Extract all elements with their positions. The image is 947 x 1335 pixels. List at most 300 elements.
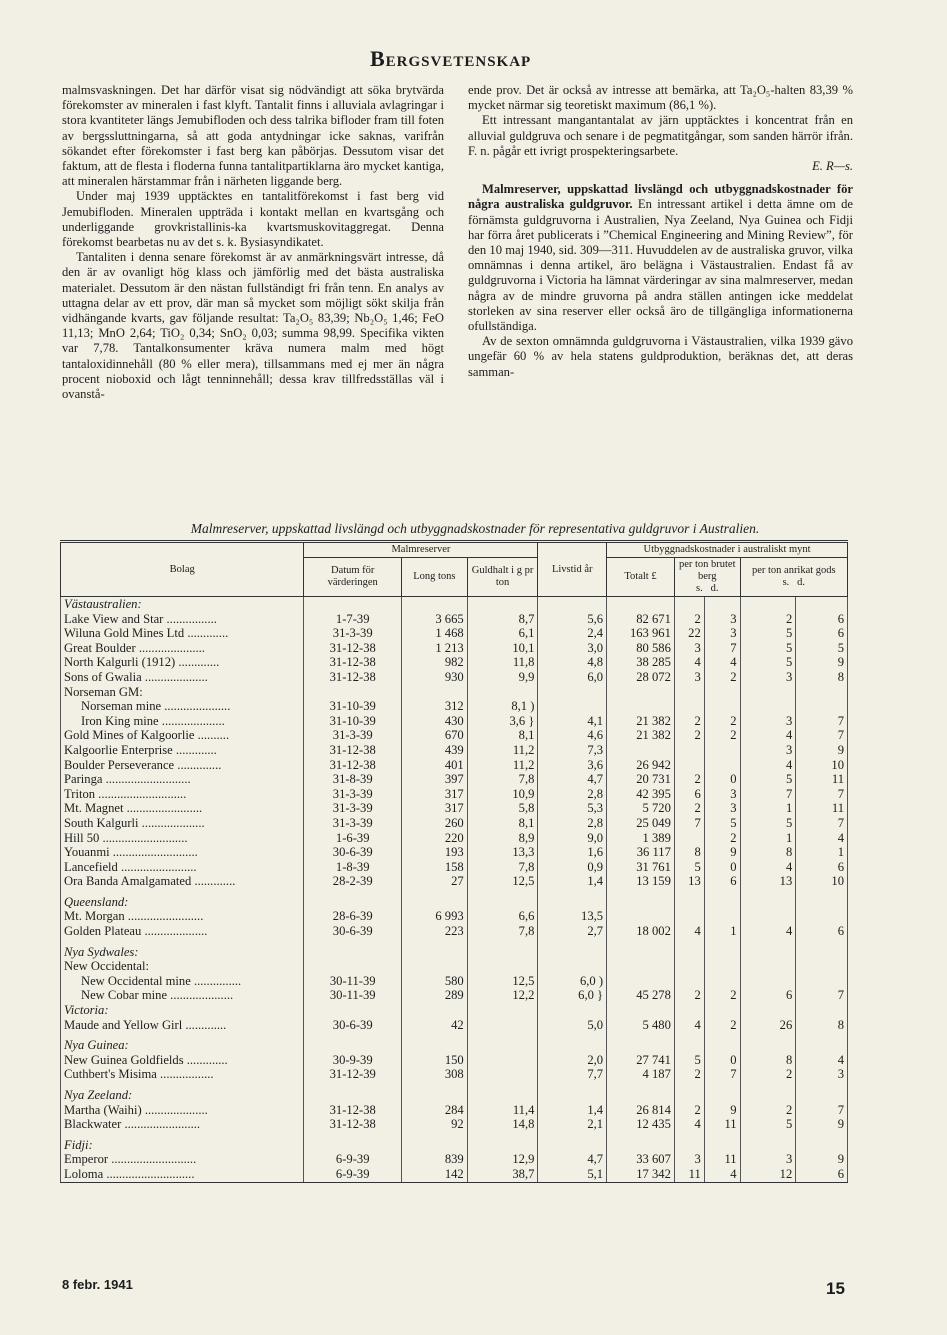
- cell-as: [740, 959, 796, 974]
- right-column: [468, 83, 853, 380]
- cell-ad: 6: [796, 612, 848, 627]
- cell-ad: [796, 1038, 848, 1053]
- table-row: [61, 1167, 848, 1182]
- cell-bd: 2: [704, 670, 740, 685]
- cell-tons: 193: [402, 845, 468, 860]
- cell-life: 3,0: [538, 641, 607, 656]
- cell-life: 0,9: [538, 860, 607, 875]
- cell-bs: 5: [674, 860, 704, 875]
- cell-bd: [704, 945, 740, 960]
- header-malmreserver: Malmreserver: [304, 542, 538, 558]
- cell-grade: 12,5: [467, 974, 538, 989]
- cell-ad: 11: [796, 772, 848, 787]
- cell-bs: 4: [674, 924, 704, 939]
- cell-date: 30-11-39: [304, 988, 402, 1003]
- cell-bd: [704, 597, 740, 612]
- left-paragraph-3: Tantaliten i denna senare förekomst är av anmärkningsvärt intresse, då den är av ovanligt hög klass och jämförlig med det bästa australiska materialet. Dessutom är den nästan fullständigt fri från tenn. En analys av uttagna delar av ett prov, där man så mycket som möjligt sökt skilja från vidhängande kvarts, gav följande resultat: Ta₂O₅ 83,39; Nb₂O₅ 1,46; FeO 11,13; MnO 2,64; TiO₂ 0,34; SnO₂ 0,03; summa 98,99. Specifika vikten var 7,78. Tantalkonsumenter kräva numera malm med högt tantaloxidinnehåll (80 % eller mera), tillsammans med ej mer än några procent nioboxid och lågt tenninnehåll; dessa krav tillfredsställas väl i ovanstå-: [62, 250, 444, 402]
- cell-date: 30-11-39: [304, 974, 402, 989]
- cell-bd: 5: [704, 816, 740, 831]
- cell-ad: 10: [796, 874, 848, 889]
- cell-grade: 11,8: [467, 655, 538, 670]
- cell-bs: 2: [674, 801, 704, 816]
- cell-grade: 12,5: [467, 874, 538, 889]
- table-row: [61, 974, 848, 989]
- cell-bd: 3: [704, 801, 740, 816]
- cell-ad: [796, 597, 848, 612]
- cell-tons: 312: [402, 699, 468, 714]
- cell-ad: [796, 945, 848, 960]
- cell-date: 1-7-39: [304, 612, 402, 627]
- cell-date: [304, 685, 402, 700]
- table-row: [61, 988, 848, 1003]
- cell-as: 4: [740, 758, 796, 773]
- cell-life: 5,1: [538, 1167, 607, 1182]
- cell-bolag: Norseman GM:: [61, 685, 304, 700]
- cell-tons: [402, 1038, 468, 1053]
- cell-ad: [796, 1138, 848, 1153]
- cell-tons: 317: [402, 787, 468, 802]
- cell-bs: [674, 743, 704, 758]
- cell-date: [304, 1138, 402, 1153]
- cell-life: 2,0: [538, 1053, 607, 1068]
- cell-total: [607, 1088, 675, 1103]
- cell-as: [740, 895, 796, 910]
- table-row: [61, 1038, 848, 1053]
- cell-date: [304, 1003, 402, 1018]
- table-row: [61, 1067, 848, 1082]
- page-number: 15: [826, 1279, 845, 1298]
- cell-date: 30-6-39: [304, 1018, 402, 1033]
- cell-bd: [704, 959, 740, 974]
- table-row: [61, 728, 848, 743]
- cell-bs: 5: [674, 1053, 704, 1068]
- cell-bolag: Triton ............................: [61, 787, 304, 802]
- cell-life: 2,7: [538, 924, 607, 939]
- table-row: [61, 758, 848, 773]
- article-text-1: En intressant artikel i detta ämne om de förnämsta guldgruvorna i Australien, Nya Zeeland, Nya Guinea och Fidji har förra året publicerats i ”Chemical Engineering and Mining Review”, för den 10 maj 1940, sid. 309—311. Huvuddelen av de australiska gruvor, vilka omnämnas i denna artikel, äro belägna i Västaustralien. Endast få av guldgruvorna i Victoria ha lämnat värderingar av sina malmreserver, medan några av de mindre gruvorna på andra ställen antingen icke meddelat storleken av sina reserver eller också äro de tillgängliga informationerna ofullständiga.: [468, 197, 854, 334]
- cell-ad: 6: [796, 626, 848, 641]
- cell-as: 4: [740, 860, 796, 875]
- cell-life: 5,3: [538, 801, 607, 816]
- cell-bolag: Ora Banda Amalgamated .............: [61, 874, 304, 889]
- cell-bs: 2: [674, 988, 704, 1003]
- cell-total: 1 389: [607, 831, 675, 846]
- cell-ad: [796, 699, 848, 714]
- cell-life: [538, 685, 607, 700]
- cell-ad: 9: [796, 655, 848, 670]
- cell-date: 31-12-38: [304, 758, 402, 773]
- cell-grade: 8,7: [467, 612, 538, 627]
- cell-life: [538, 1088, 607, 1103]
- cell-date: 31-3-39: [304, 801, 402, 816]
- cell-tons: 92: [402, 1117, 468, 1132]
- cell-date: 31-3-39: [304, 816, 402, 831]
- cell-date: 31-12-38: [304, 670, 402, 685]
- cell-bolag: Great Boulder .....................: [61, 641, 304, 656]
- cell-as: 2: [740, 1067, 796, 1082]
- table-row: [61, 670, 848, 685]
- table-row: [61, 874, 848, 889]
- cell-bolag: Golden Plateau ....................: [61, 924, 304, 939]
- cell-as: [740, 909, 796, 924]
- cell-life: 4,8: [538, 655, 607, 670]
- cell-bd: 11: [704, 1152, 740, 1167]
- cell-ad: 7: [796, 816, 848, 831]
- table-row: [61, 801, 848, 816]
- cell-life: 4,7: [538, 1152, 607, 1167]
- cell-grade: [467, 1053, 538, 1068]
- cell-grade: [467, 1067, 538, 1082]
- cell-total: [607, 895, 675, 910]
- cell-ad: 7: [796, 1103, 848, 1118]
- cell-tons: 284: [402, 1103, 468, 1118]
- cell-life: 5,0: [538, 1018, 607, 1033]
- cell-bd: 6: [704, 874, 740, 889]
- cell-total: [607, 699, 675, 714]
- cell-life: 4,6: [538, 728, 607, 743]
- cell-ad: 6: [796, 1167, 848, 1182]
- cell-grade: 38,7: [467, 1167, 538, 1182]
- cell-life: 6,0 }: [538, 988, 607, 1003]
- cell-as: 1: [740, 801, 796, 816]
- cell-date: 31-12-38: [304, 1117, 402, 1132]
- cell-bs: [674, 758, 704, 773]
- cell-bd: [704, 895, 740, 910]
- cell-grade: 10,1: [467, 641, 538, 656]
- cell-bs: [674, 974, 704, 989]
- cell-bs: 7: [674, 816, 704, 831]
- cell-tons: [402, 685, 468, 700]
- cell-total: 82 671: [607, 612, 675, 627]
- cell-life: 6,0 ): [538, 974, 607, 989]
- cell-as: 3: [740, 670, 796, 685]
- cell-ad: 11: [796, 801, 848, 816]
- cell-ad: 7: [796, 787, 848, 802]
- cell-total: 28 072: [607, 670, 675, 685]
- cell-tons: 223: [402, 924, 468, 939]
- cell-ad: 4: [796, 1053, 848, 1068]
- cell-grade: [467, 1138, 538, 1153]
- cell-total: 21 382: [607, 728, 675, 743]
- cell-grade: [467, 895, 538, 910]
- cell-bolag: Paringa ...........................: [61, 772, 304, 787]
- cell-ad: [796, 909, 848, 924]
- cell-ad: 9: [796, 1117, 848, 1132]
- cell-life: [538, 1038, 607, 1053]
- cell-bd: [704, 758, 740, 773]
- cell-tons: [402, 945, 468, 960]
- cell-grade: 6,1: [467, 626, 538, 641]
- cell-grade: 8,1 ): [467, 699, 538, 714]
- cell-life: 6,0: [538, 670, 607, 685]
- cell-as: 5: [740, 641, 796, 656]
- cell-tons: 982: [402, 655, 468, 670]
- header-brutet-s: s.: [696, 583, 703, 594]
- cell-bd: [704, 909, 740, 924]
- cell-tons: 3 665: [402, 612, 468, 627]
- cell-total: 25 049: [607, 816, 675, 831]
- cell-bd: [704, 1088, 740, 1103]
- cell-bolag: Queensland:: [61, 895, 304, 910]
- cell-bd: 3: [704, 626, 740, 641]
- header-long-tons: Long tons: [402, 558, 468, 597]
- cell-tons: 260: [402, 816, 468, 831]
- cell-bd: 2: [704, 728, 740, 743]
- cell-bd: 3: [704, 612, 740, 627]
- cell-date: [304, 597, 402, 612]
- cell-bd: [704, 1138, 740, 1153]
- cell-ad: 3: [796, 1067, 848, 1082]
- header-anrikat-s: s.: [782, 577, 790, 588]
- cell-total: 17 342: [607, 1167, 675, 1182]
- cell-date: 31-3-39: [304, 728, 402, 743]
- cell-grade: [467, 1038, 538, 1053]
- cell-bd: 4: [704, 1167, 740, 1182]
- cell-life: 5,6: [538, 612, 607, 627]
- cell-tons: 1 213: [402, 641, 468, 656]
- cell-bd: 4: [704, 655, 740, 670]
- cell-life: 2,4: [538, 626, 607, 641]
- cell-as: [740, 597, 796, 612]
- cell-as: 4: [740, 924, 796, 939]
- cell-tons: 670: [402, 728, 468, 743]
- cell-grade: [467, 597, 538, 612]
- cell-grade: 12,9: [467, 1152, 538, 1167]
- cell-total: 80 586: [607, 641, 675, 656]
- cell-as: 7: [740, 787, 796, 802]
- cell-tons: [402, 1088, 468, 1103]
- cell-as: [740, 945, 796, 960]
- cell-bolag: South Kalgurli ....................: [61, 816, 304, 831]
- cell-tons: 1 468: [402, 626, 468, 641]
- cell-grade: 8,1: [467, 816, 538, 831]
- cell-ad: 9: [796, 1152, 848, 1167]
- cell-tons: 158: [402, 860, 468, 875]
- table-row: [61, 831, 848, 846]
- cell-bs: 13: [674, 874, 704, 889]
- cell-as: [740, 1003, 796, 1018]
- table-row: [61, 1053, 848, 1068]
- cell-ad: [796, 1003, 848, 1018]
- cell-total: 5 720: [607, 801, 675, 816]
- cell-bolag: Wiluna Gold Mines Ltd .............: [61, 626, 304, 641]
- cell-bs: [674, 909, 704, 924]
- cell-as: 5: [740, 1117, 796, 1132]
- cell-grade: 5,8: [467, 801, 538, 816]
- cell-bolag: Lake View and Star ................: [61, 612, 304, 627]
- cell-bd: 7: [704, 641, 740, 656]
- cell-bs: 4: [674, 655, 704, 670]
- cell-total: 13 159: [607, 874, 675, 889]
- cell-bs: [674, 895, 704, 910]
- cell-bs: [674, 685, 704, 700]
- cell-tons: 580: [402, 974, 468, 989]
- left-paragraph-1: malmsvaskningen. Det har därför visat sig nödvändigt att söka brytvärda förekomster av mineralen i fast klyft. Tantalit finns i alluviala avlagringar i stora kvantiteter längs Jemubifloden och dess talrika bifloder fram till foten av bergssluttningarna, så att goda antydningar icke saknas, varifrån sökandet efter förekomster i fast berg kan påbörjas. Dessutom visar det faktum, att de flesta i floderna funna tantalitpartiklarna äro mycket kantiga, att mineralen härstammar från i närheten liggande berg.: [62, 83, 444, 189]
- cell-bolag: Nya Sydwales:: [61, 945, 304, 960]
- cell-bd: 2: [704, 831, 740, 846]
- cell-life: [538, 1003, 607, 1018]
- table-row: [61, 1088, 848, 1103]
- cell-as: 1: [740, 831, 796, 846]
- cell-bs: [674, 1038, 704, 1053]
- cell-bd: 2: [704, 1018, 740, 1033]
- cell-tons: 439: [402, 743, 468, 758]
- header-brutet-d: d.: [710, 583, 719, 594]
- cell-bs: 22: [674, 626, 704, 641]
- table-row: [61, 959, 848, 974]
- cell-bd: [704, 1038, 740, 1053]
- cell-date: 31-12-38: [304, 655, 402, 670]
- cell-grade: [467, 959, 538, 974]
- header-datum: Datum för värderingen: [304, 558, 402, 597]
- header-per-ton-brutet-label: per ton brutet berg: [678, 559, 736, 582]
- cell-bs: [674, 831, 704, 846]
- cell-date: 31-12-38: [304, 641, 402, 656]
- table-body: [61, 597, 848, 1183]
- cell-bd: [704, 699, 740, 714]
- footer-date: 8 febr. 1941: [62, 1277, 133, 1292]
- cell-grade: 8,1: [467, 728, 538, 743]
- table-row: [61, 641, 848, 656]
- cell-grade: 9,9: [467, 670, 538, 685]
- cell-bolag: Cuthbert's Misima .................: [61, 1067, 304, 1082]
- cell-total: [607, 945, 675, 960]
- article-paragraph-1: [468, 182, 853, 334]
- cell-bolag: Loloma ............................: [61, 1167, 304, 1182]
- table-row: [61, 1018, 848, 1033]
- cell-total: 20 731: [607, 772, 675, 787]
- header-utbyggnad: Utbyggnadskostnader i australiskt mynt: [607, 542, 848, 558]
- cell-tons: 142: [402, 1167, 468, 1182]
- cell-bd: 0: [704, 1053, 740, 1068]
- cell-ad: 5: [796, 641, 848, 656]
- left-paragraph-2: Under maj 1939 upptäcktes en tantalitförekomst i fast berg vid Jemubifloden. Mineralen uppträda i kontakt mellan en kvartsgång och underliggande grovkristallinis-ka kvartsmuskovitaggregat. Denna förekomst bearbetas nu av det s. k. Bysiasyndikatet.: [62, 189, 444, 250]
- cell-life: 2,1: [538, 1117, 607, 1132]
- cell-bolag: New Cobar mine ....................: [61, 988, 304, 1003]
- cell-ad: 7: [796, 714, 848, 729]
- cell-total: 27 741: [607, 1053, 675, 1068]
- header-per-ton-brutet: [674, 558, 740, 597]
- cell-date: 30-9-39: [304, 1053, 402, 1068]
- cell-tons: 42: [402, 1018, 468, 1033]
- table-row: [61, 860, 848, 875]
- cell-tons: 839: [402, 1152, 468, 1167]
- cell-ad: [796, 959, 848, 974]
- cell-grade: 6,6: [467, 909, 538, 924]
- cell-grade: [467, 1018, 538, 1033]
- cell-total: 4 187: [607, 1067, 675, 1082]
- cell-bd: 9: [704, 845, 740, 860]
- cell-bd: 2: [704, 988, 740, 1003]
- header-livstid: Livstid år: [538, 542, 607, 597]
- cell-bd: 0: [704, 860, 740, 875]
- cell-date: 30-6-39: [304, 924, 402, 939]
- table-row: [61, 845, 848, 860]
- cell-bolag: Iron King mine ....................: [61, 714, 304, 729]
- cell-grade: 11,4: [467, 1103, 538, 1118]
- cell-life: 7,7: [538, 1067, 607, 1082]
- cell-total: 18 002: [607, 924, 675, 939]
- table-row: [61, 1117, 848, 1132]
- cell-as: 5: [740, 626, 796, 641]
- header-per-ton-anrikat: [740, 558, 847, 597]
- cell-ad: 6: [796, 860, 848, 875]
- cell-tons: 430: [402, 714, 468, 729]
- cell-life: 1,6: [538, 845, 607, 860]
- cell-tons: [402, 597, 468, 612]
- cell-total: [607, 974, 675, 989]
- cell-as: [740, 1088, 796, 1103]
- cell-bolag: Boulder Perseverance ..............: [61, 758, 304, 773]
- cell-bs: [674, 945, 704, 960]
- cell-life: 13,5: [538, 909, 607, 924]
- cell-bd: 3: [704, 787, 740, 802]
- table-row: [61, 772, 848, 787]
- cell-tons: 220: [402, 831, 468, 846]
- table-row: [61, 816, 848, 831]
- cell-grade: 7,8: [467, 860, 538, 875]
- cell-life: 2,8: [538, 787, 607, 802]
- table-row: [61, 743, 848, 758]
- cell-tons: 317: [402, 801, 468, 816]
- cell-date: 1-8-39: [304, 860, 402, 875]
- cell-date: 31-10-39: [304, 714, 402, 729]
- cell-total: [607, 959, 675, 974]
- cell-life: [538, 895, 607, 910]
- cell-bolag: Gold Mines of Kalgoorlie ..........: [61, 728, 304, 743]
- cell-life: 7,3: [538, 743, 607, 758]
- table-row: [61, 945, 848, 960]
- cell-bolag: North Kalgurli (1912) .............: [61, 655, 304, 670]
- cell-grade: 7,8: [467, 924, 538, 939]
- cell-total: 5 480: [607, 1018, 675, 1033]
- cell-total: 42 395: [607, 787, 675, 802]
- cell-bs: 11: [674, 1167, 704, 1182]
- cell-ad: 4: [796, 831, 848, 846]
- cell-life: [538, 959, 607, 974]
- table-row: [61, 612, 848, 627]
- cell-bolag: New Guinea Goldfields .............: [61, 1053, 304, 1068]
- cell-bs: 2: [674, 772, 704, 787]
- cell-bolag: Youanmi ...........................: [61, 845, 304, 860]
- cell-bd: 11: [704, 1117, 740, 1132]
- cell-as: [740, 699, 796, 714]
- cell-grade: [467, 685, 538, 700]
- cell-total: 33 607: [607, 1152, 675, 1167]
- cell-as: 3: [740, 1152, 796, 1167]
- cell-life: 4,1: [538, 714, 607, 729]
- cell-tons: 27: [402, 874, 468, 889]
- cell-bd: 0: [704, 772, 740, 787]
- cell-tons: [402, 959, 468, 974]
- cell-as: [740, 1038, 796, 1053]
- cell-date: [304, 959, 402, 974]
- cell-grade: 8,9: [467, 831, 538, 846]
- cell-bd: 9: [704, 1103, 740, 1118]
- cell-bd: [704, 1003, 740, 1018]
- cell-bolag: Emperor ...........................: [61, 1152, 304, 1167]
- cell-tons: 397: [402, 772, 468, 787]
- cell-date: 30-6-39: [304, 845, 402, 860]
- table-row: [61, 626, 848, 641]
- cell-as: 3: [740, 714, 796, 729]
- cell-as: 6: [740, 988, 796, 1003]
- cell-bd: [704, 974, 740, 989]
- cell-as: [740, 974, 796, 989]
- cell-life: [538, 1138, 607, 1153]
- cell-as: 8: [740, 845, 796, 860]
- cell-date: [304, 1038, 402, 1053]
